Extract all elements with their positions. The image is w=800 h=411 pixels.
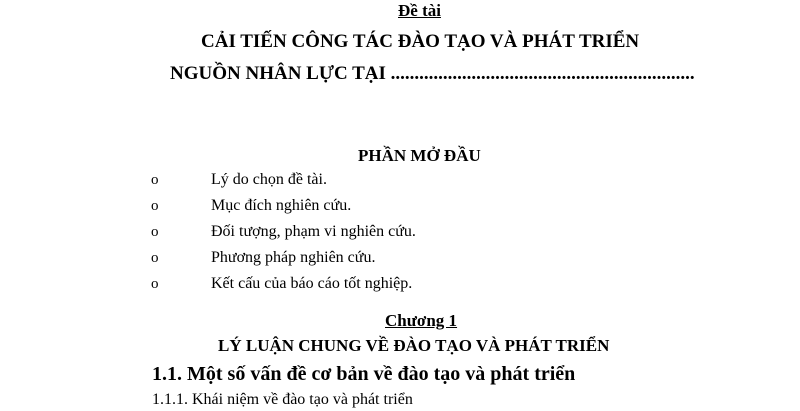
intro-item-text: Đối tượng, phạm vi nghiên cứu. [211,223,416,240]
bullet-marker: o [151,250,159,266]
intro-item-text: Kết cấu của báo cáo tốt nghiệp. [211,275,413,292]
topic-label: Đề tài [398,1,441,20]
intro-item-text: Mục đích nghiên cứu. [211,197,352,214]
intro-item-text: Phương pháp nghiên cứu. [211,249,376,266]
intro-item-text: Lý do chọn đề tài. [211,171,327,188]
intro-item [0,272,800,296]
bullet-marker: o [151,198,159,214]
intro-item [0,246,800,270]
intro-heading: PHẦN MỞ ĐẦU [358,146,481,165]
bullet-marker: o [151,172,159,188]
document-title-line2: NGUỒN NHÂN LỰC TẠI ................................................................ [170,63,695,84]
intro-item [0,168,800,192]
intro-item [0,194,800,218]
document-title-line1: CẢI TIẾN CÔNG TÁC ĐÀO TẠO VÀ PHÁT TRIỂN [201,31,640,52]
intro-item [0,220,800,244]
chapter-title: LÝ LUẬN CHUNG VỀ ĐÀO TẠO VÀ PHÁT TRIỂN [218,336,610,355]
subsection-title: 1.1.1. Khái niệm về đào tạo và phát triển [152,391,413,408]
chapter-label: Chương 1 [385,311,458,330]
bullet-marker: o [151,276,159,292]
bullet-marker: o [151,224,159,240]
section-title: 1.1. Một số vấn đề cơ bản về đào tạo và phát triển [152,363,576,385]
